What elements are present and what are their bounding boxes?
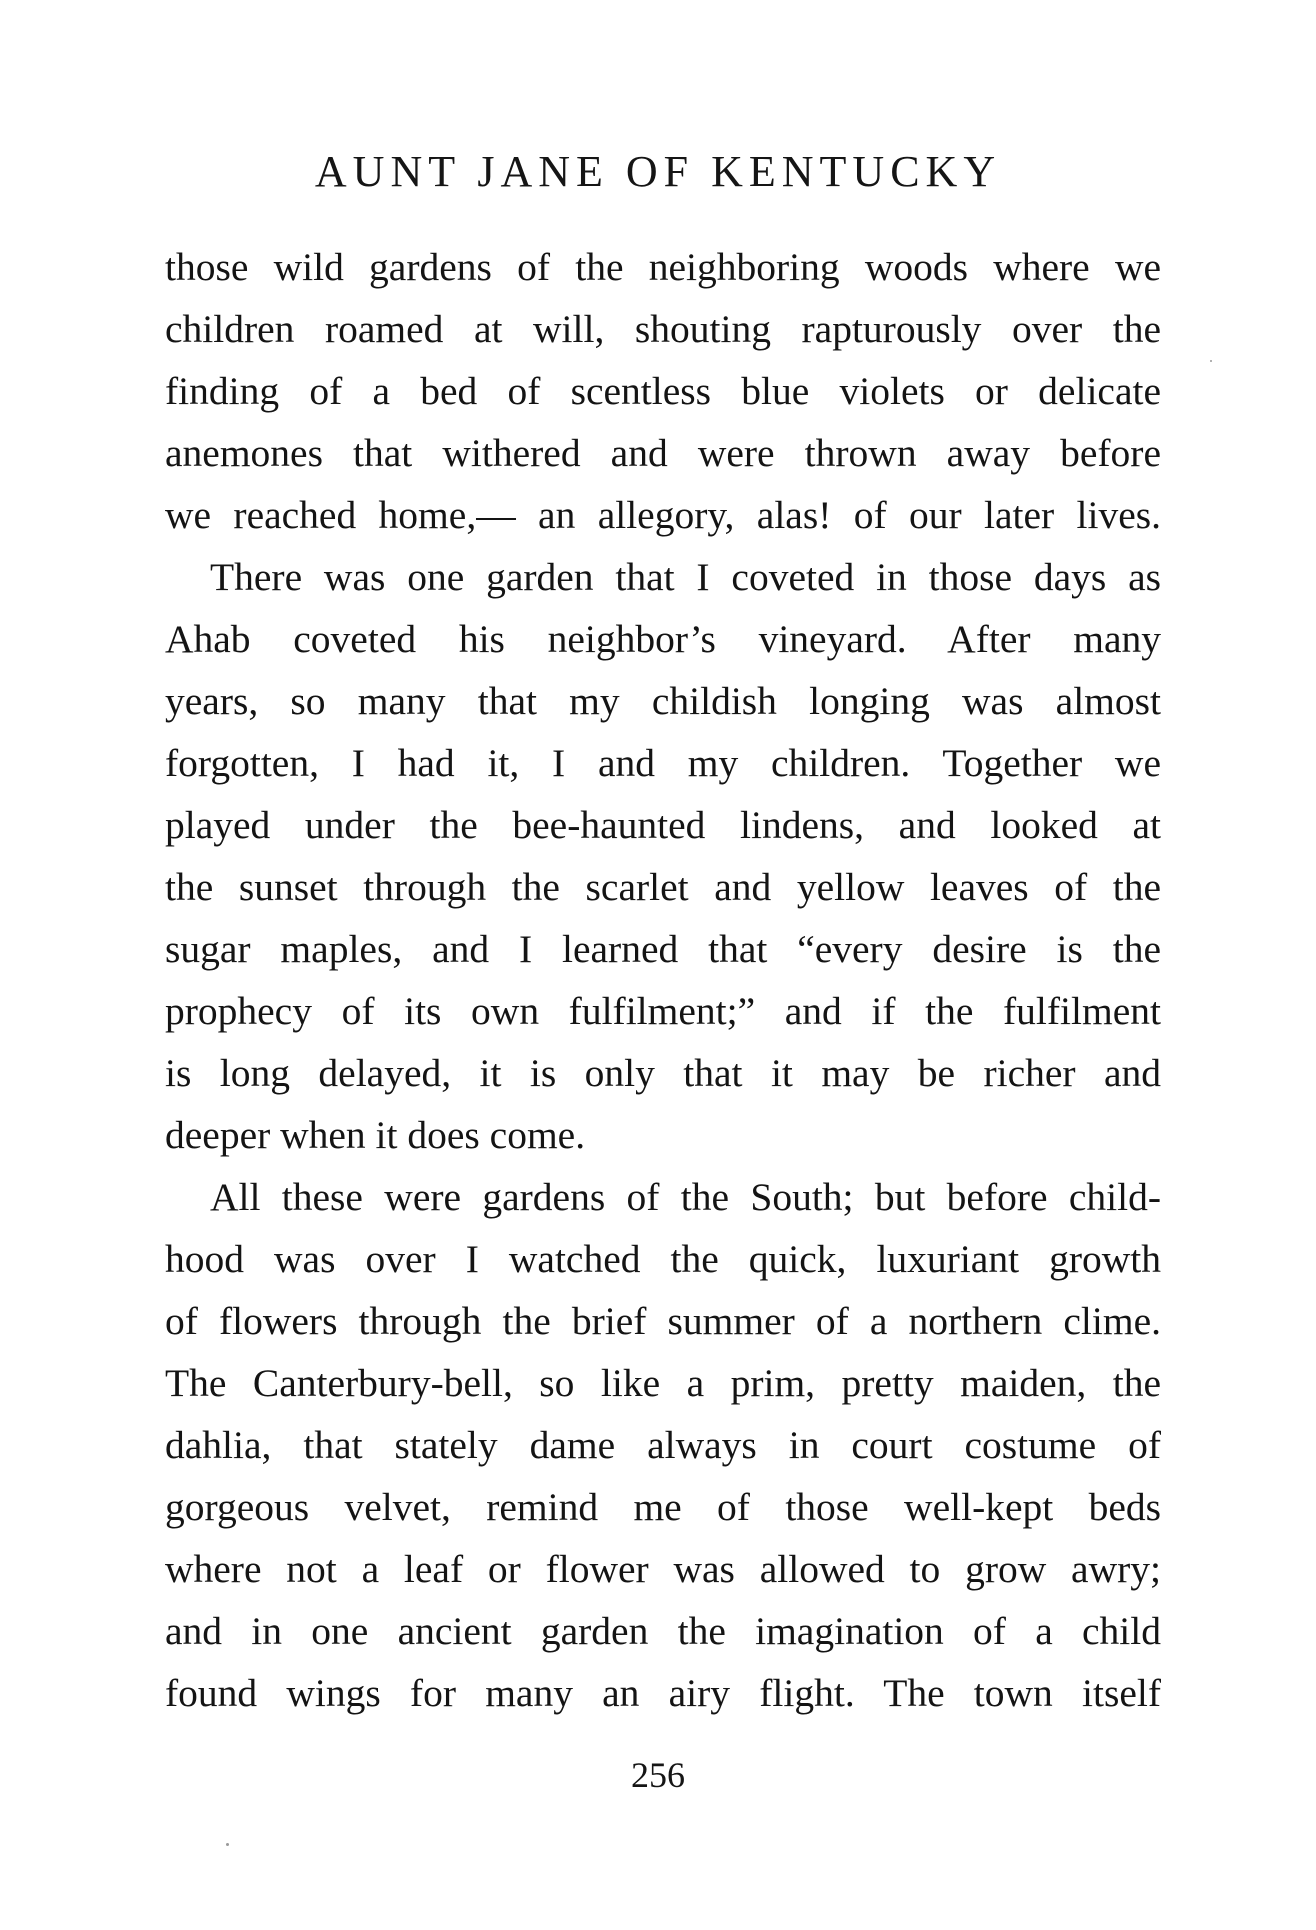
text-line: we reached home,— an allegory, alas! of our later lives. [165, 493, 1161, 537]
text-line: is long delayed, it is only that it may be richer and [165, 1051, 1161, 1095]
text-line: of flowers through the brief summer of a northern clime. [165, 1299, 1161, 1343]
paragraph [165, 1166, 1161, 1724]
text-line: There was one garden that I coveted in those days as [210, 555, 1161, 599]
page-number: 256 [631, 1755, 685, 1795]
text-line: All these were gardens of the South; but before child- [210, 1175, 1161, 1219]
text-line: anemones that withered and were thrown away before [165, 431, 1161, 475]
paragraph [165, 236, 1161, 546]
scan-speck [226, 1843, 229, 1846]
text-line: forgotten, I had it, I and my children. Together we [165, 741, 1161, 785]
text-line: where not a leaf or flower was allowed to grow awry; [165, 1547, 1161, 1591]
text-line: prophecy of its own fulfilment;” and if the fulfilment [165, 989, 1161, 1033]
text-line: deeper when it does come. [165, 1113, 586, 1157]
text-line: sugar maples, and I learned that “every desire is the [165, 927, 1161, 971]
paragraph [165, 546, 1161, 1166]
text-line: those wild gardens of the neighboring woods where we [165, 245, 1161, 289]
text-line: finding of a bed of scentless blue violets or delicate [165, 369, 1161, 413]
text-line: the sunset through the scarlet and yellow leaves of the [165, 865, 1161, 909]
scan-speck [1210, 360, 1212, 362]
text-line: dahlia, that stately dame always in court costume of [165, 1423, 1161, 1467]
text-line: found wings for many an airy flight. The town itself [165, 1671, 1161, 1715]
text-line: The Canterbury-bell, so like a prim, pretty maiden, the [165, 1361, 1161, 1405]
running-title: AUNT JANE OF KENTUCKY [314, 147, 1002, 196]
text-line: gorgeous velvet, remind me of those well-kept beds [165, 1485, 1161, 1529]
text-line: hood was over I watched the quick, luxuriant growth [165, 1237, 1161, 1281]
text-line: years, so many that my childish longing was almost [165, 679, 1161, 723]
text-line: Ahab coveted his neighbor’s vineyard. After many [165, 617, 1161, 661]
body-text [165, 236, 1161, 1724]
text-line: and in one ancient garden the imagination of a child [165, 1609, 1161, 1653]
text-line: played under the bee-haunted lindens, and looked at [165, 803, 1161, 847]
text-line: children roamed at will, shouting rapturously over the [165, 307, 1161, 351]
